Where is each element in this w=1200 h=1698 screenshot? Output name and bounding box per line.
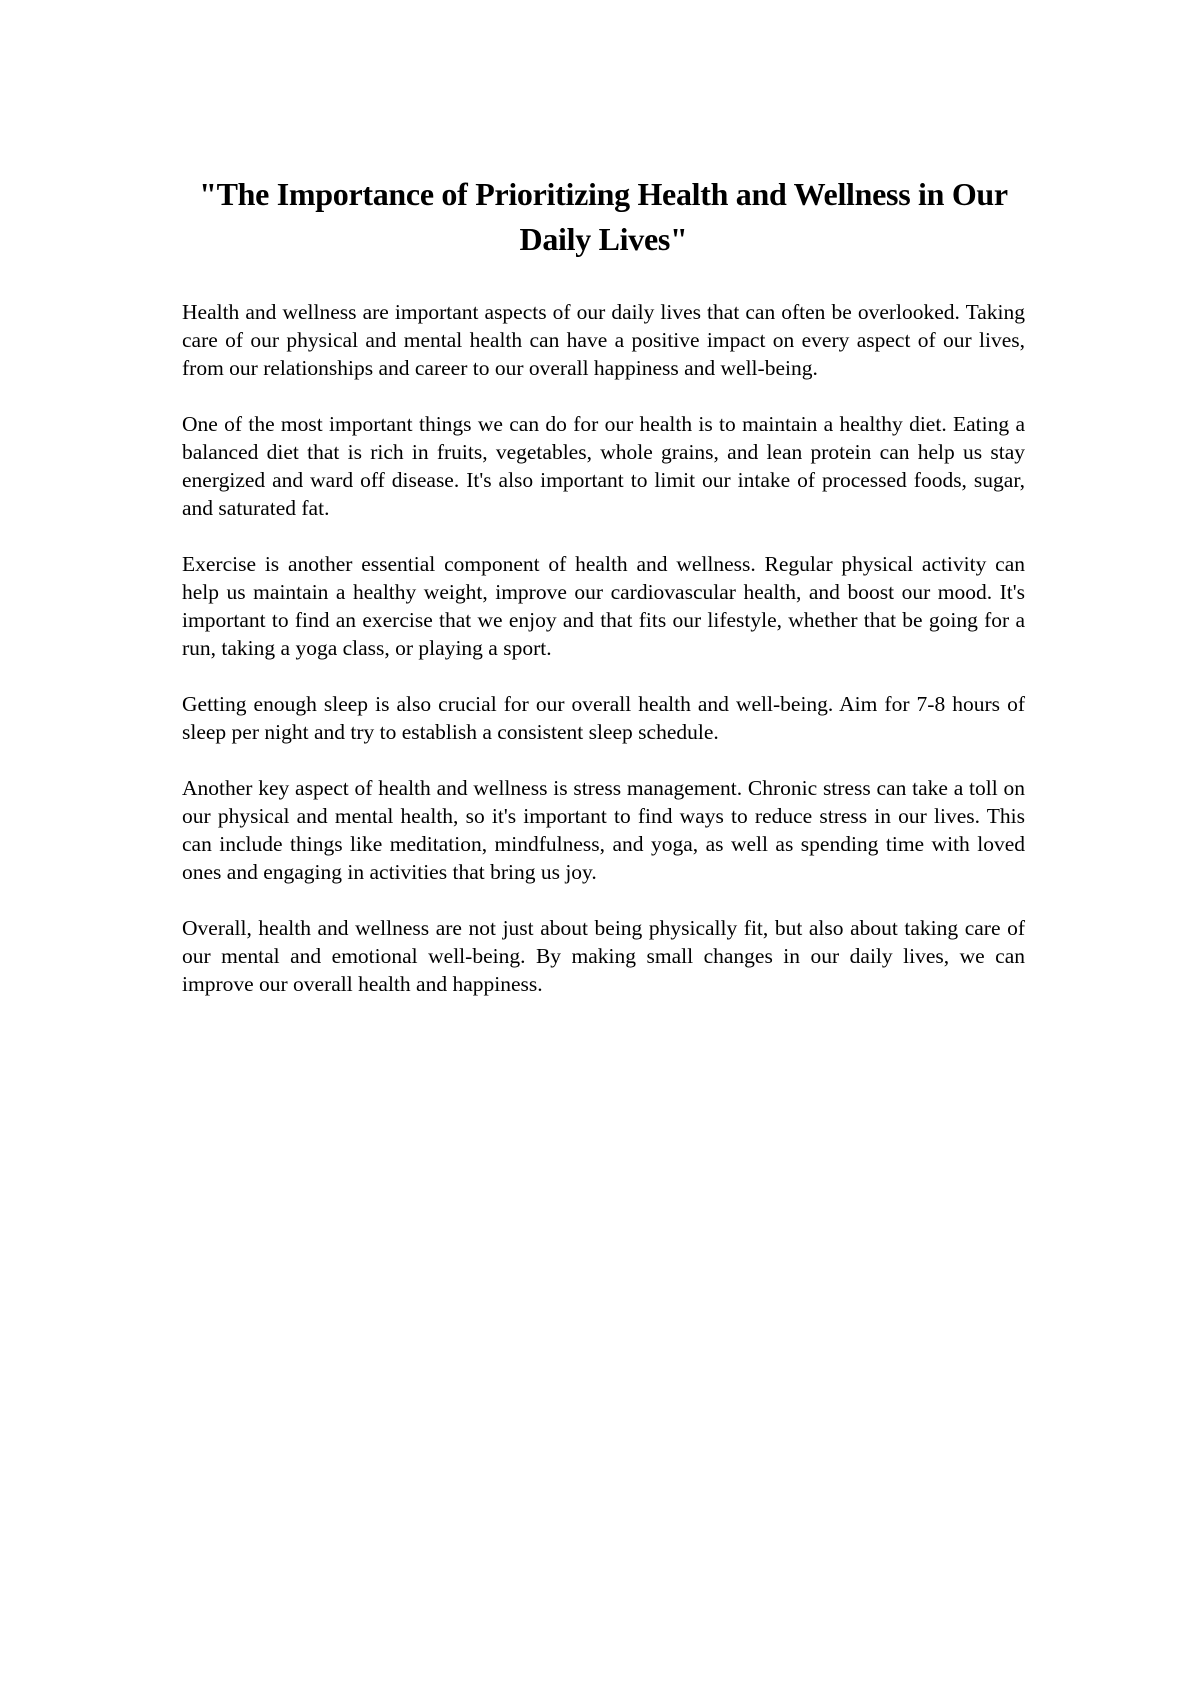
- paragraph-stress: Another key aspect of health and wellness is stress management. Chronic stress can take a toll on our physical and mental health, so it's important to find ways to reduce stress in our lives. This can include things like meditation, mindfulness, and yoga, as well as spending time with loved ones and engaging in activities that bring us joy.: [182, 776, 1025, 884]
- paragraph-exercise: Exercise is another essential component of health and wellness. Regular physical activity can help us maintain a healthy weight, improve our cardiovascular health, and boost our mood. It's important to find an exercise that we enjoy and that fits our lifestyle, whether that be going for a run, taking a yoga class, or playing a sport.: [182, 552, 1025, 660]
- paragraph-intro: Health and wellness are important aspects of our daily lives that can often be overlooked. Taking care of our physical and mental health can have a positive impact on every aspect of our lives, from our relationships and career to our overall happiness and well-being.: [182, 300, 1025, 380]
- document-content: [182, 172, 1025, 1026]
- document-title: "The Importance of Prioritizing Health and Wellness in Our Daily Lives": [199, 176, 1008, 257]
- paragraph-conclusion: Overall, health and wellness are not just about being physically fit, but also about taking care of our mental and emotional well-being. By making small changes in our daily lives, we can improve our overall health and happiness.: [182, 916, 1025, 996]
- paragraph-sleep: Getting enough sleep is also crucial for our overall health and well-being. Aim for 7-8 hours of sleep per night and try to establish a consistent sleep schedule.: [182, 692, 1025, 744]
- paragraph-diet: One of the most important things we can do for our health is to maintain a healthy diet. Eating a balanced diet that is rich in fruits, vegetables, whole grains, and lean protein can help us stay energized and ward off disease. It's also important to limit our intake of processed foods, sugar, and saturated fat.: [182, 412, 1025, 520]
